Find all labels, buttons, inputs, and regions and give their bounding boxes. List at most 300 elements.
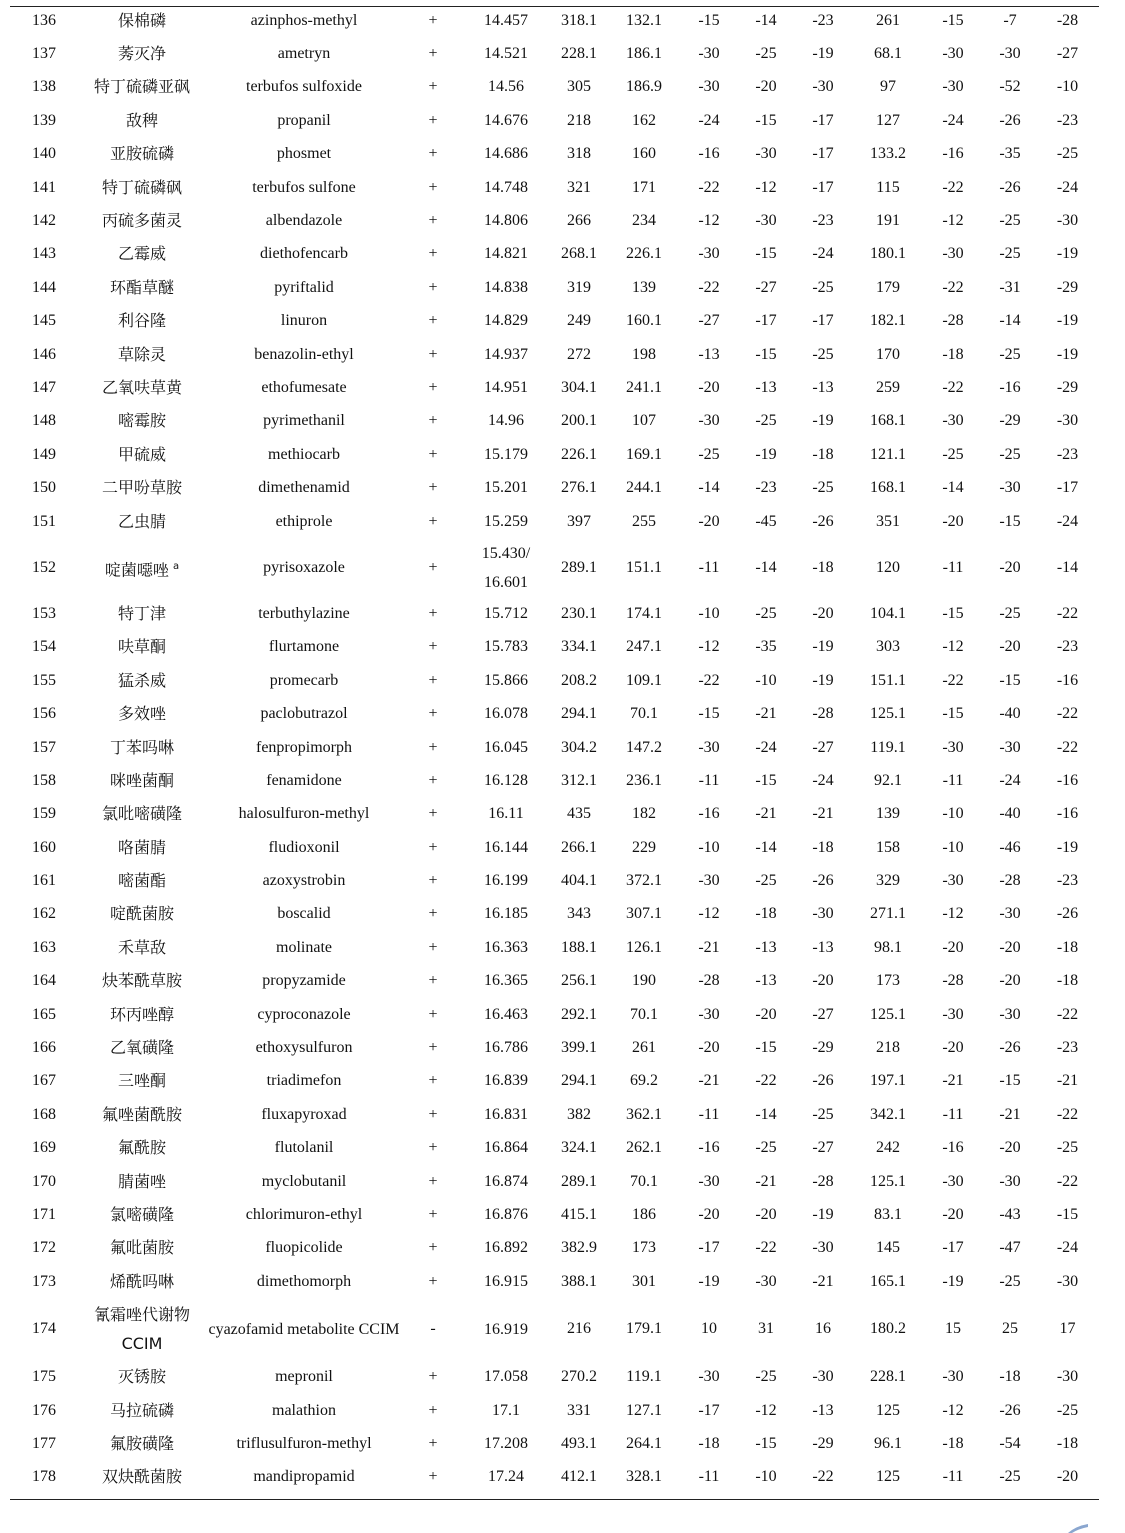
cell-ce-5: -25 bbox=[999, 445, 1021, 463]
cell-ce-4: -21 bbox=[942, 1072, 964, 1090]
cell-chinese-name: 乙氧磺隆 bbox=[109, 1038, 174, 1058]
cell-product-ion-2: 168.1 bbox=[870, 412, 906, 430]
cell-ce-6: -24 bbox=[1056, 512, 1079, 530]
cell-ce-1: -30 bbox=[698, 872, 720, 890]
cell-ce-5: -21 bbox=[999, 1105, 1021, 1123]
cell-retention-time: 16.915 bbox=[484, 1272, 528, 1290]
cell-retention-time: 15.866 bbox=[484, 671, 528, 689]
cell-row-number: 146 bbox=[32, 345, 56, 363]
cell-precursor-ion: 304.2 bbox=[561, 738, 597, 756]
cell-chinese-name: 三唑酮 bbox=[117, 1071, 166, 1091]
cell-precursor-ion: 331 bbox=[567, 1401, 591, 1419]
cell-english-name: fludioxonil bbox=[268, 838, 340, 856]
cell-precursor-ion: 415.1 bbox=[561, 1205, 597, 1223]
cell-ce-5: -20 bbox=[999, 1139, 1021, 1157]
cell-ce-4: -11 bbox=[942, 1468, 964, 1486]
table-bottom-rule bbox=[10, 1499, 1099, 1500]
cell-product-ion-1: 301 bbox=[632, 1272, 656, 1290]
cell-chinese-name: 特丁硫磷砜 bbox=[101, 177, 182, 197]
cell-row-number: 152 bbox=[32, 558, 56, 576]
cell-product-ion-1: 247.1 bbox=[626, 638, 662, 656]
cell-ce-2: -25 bbox=[755, 1368, 777, 1386]
cell-english-name: cyproconazole bbox=[257, 1005, 351, 1023]
cell-ce-6: -16 bbox=[1056, 671, 1079, 689]
cell-ce-5: -47 bbox=[999, 1239, 1021, 1257]
cell-chinese-name: 乙霉威 bbox=[117, 244, 166, 264]
cell-english-name: propyzamide bbox=[262, 972, 346, 990]
cell-ce-2: -25 bbox=[755, 1139, 777, 1157]
cell-ce-5: -20 bbox=[999, 638, 1021, 656]
cell-row-number: 145 bbox=[32, 312, 56, 330]
cell-ce-3: -17 bbox=[812, 111, 834, 129]
table-row bbox=[10, 731, 1099, 764]
cell-row-number: 159 bbox=[32, 805, 56, 823]
cell-ce-1: -22 bbox=[698, 178, 720, 196]
table-row bbox=[10, 1132, 1099, 1165]
cell-ce-5: -25 bbox=[999, 1468, 1021, 1486]
cell-product-ion-2: 83.1 bbox=[874, 1205, 902, 1223]
cell-ce-5: -54 bbox=[999, 1434, 1021, 1452]
cell-ce-1: -24 bbox=[698, 111, 720, 129]
cell-ce-1: 10 bbox=[701, 1320, 717, 1338]
cell-ce-5: -43 bbox=[999, 1205, 1021, 1223]
cell-ce-6: -23 bbox=[1056, 872, 1079, 890]
table-row bbox=[10, 1165, 1099, 1198]
cell-chinese-name: 腈菌唑 bbox=[117, 1171, 166, 1191]
cell-ce-6: -23 bbox=[1056, 111, 1079, 129]
cell-ce-6: -29 bbox=[1056, 378, 1079, 396]
cell-row-number: 162 bbox=[32, 905, 56, 923]
cell-ce-3: -24 bbox=[812, 771, 834, 789]
cell-row-number: 174 bbox=[32, 1320, 56, 1338]
cell-ce-1: -10 bbox=[698, 604, 720, 622]
cell-ce-6: -18 bbox=[1056, 972, 1079, 990]
cell-precursor-ion: 399.1 bbox=[561, 1039, 597, 1057]
cell-row-number: 168 bbox=[32, 1105, 56, 1123]
cell-product-ion-1: 70.1 bbox=[630, 1005, 658, 1023]
cell-ce-6: -19 bbox=[1056, 245, 1079, 263]
cell-english-name: terbuthylazine bbox=[258, 604, 350, 622]
cell-product-ion-1: 186.9 bbox=[626, 78, 662, 96]
cell-ce-2: -14 bbox=[755, 838, 777, 856]
cell-retention-time: 15.179 bbox=[484, 445, 528, 463]
cell-chinese-name: 氟胺磺隆 bbox=[109, 1433, 174, 1453]
table-row bbox=[10, 104, 1099, 137]
cell-ce-2: -19 bbox=[755, 445, 777, 463]
table-row bbox=[10, 138, 1099, 171]
cell-ce-2: -22 bbox=[755, 1239, 777, 1257]
cell-chinese-name: 咯菌腈 bbox=[117, 837, 166, 857]
cell-product-ion-1: 107 bbox=[632, 412, 656, 430]
cell-ce-5: -24 bbox=[999, 771, 1021, 789]
cell-product-ion-2: 158 bbox=[876, 838, 900, 856]
cell-ce-5: -15 bbox=[999, 512, 1021, 530]
cell-product-ion-2: 218 bbox=[876, 1039, 900, 1057]
cell-precursor-ion: 208.2 bbox=[561, 671, 597, 689]
cell-ce-3: -19 bbox=[812, 1205, 834, 1223]
cell-ce-1: -11 bbox=[698, 1105, 720, 1123]
table-row bbox=[10, 538, 1099, 597]
cell-chinese-name: 啶酰菌胺 bbox=[109, 904, 174, 924]
cell-product-ion-2: 139 bbox=[876, 805, 900, 823]
cell-retention-time: 16.463 bbox=[484, 1005, 528, 1023]
cell-product-ion-2: 197.1 bbox=[870, 1072, 906, 1090]
cell-ce-6: -30 bbox=[1056, 1368, 1079, 1386]
table-row bbox=[10, 1198, 1099, 1231]
cell-ce-4: -15 bbox=[942, 11, 964, 29]
cell-ce-5: -26 bbox=[999, 178, 1021, 196]
data-table bbox=[10, 4, 1099, 1494]
cell-english-name: cyazofamid metabolite CCIM bbox=[208, 1320, 400, 1338]
cell-english-name: pyrimethanil bbox=[263, 412, 345, 430]
cell-chinese-name: 乙虫腈 bbox=[117, 511, 166, 531]
cell-ce-1: -20 bbox=[698, 1039, 720, 1057]
cell-ce-6: -22 bbox=[1056, 1105, 1079, 1123]
cell-ce-4: -28 bbox=[942, 972, 964, 990]
cell-ce-4: -16 bbox=[942, 145, 964, 163]
cell-english-name: azinphos-methyl bbox=[250, 11, 358, 29]
cell-chinese-name: 炔苯酰草胺 bbox=[101, 971, 182, 991]
cell-precursor-ion: 294.1 bbox=[561, 1072, 597, 1090]
cell-precursor-ion: 289.1 bbox=[561, 558, 597, 576]
cell-ce-2: -25 bbox=[755, 872, 777, 890]
cell-precursor-ion: 256.1 bbox=[561, 972, 597, 990]
cell-product-ion-2: 151.1 bbox=[870, 671, 906, 689]
cell-precursor-ion: 304.1 bbox=[561, 378, 597, 396]
cell-ce-3: -27 bbox=[812, 738, 834, 756]
cell-ce-6: -16 bbox=[1056, 805, 1079, 823]
cell-ce-4: 15 bbox=[945, 1320, 961, 1338]
cell-chinese-name: 猛杀威 bbox=[117, 670, 166, 690]
cell-chinese-name: 环酯草醚 bbox=[109, 277, 174, 297]
cell-ce-2: -25 bbox=[755, 412, 777, 430]
cell-ce-3: -25 bbox=[812, 1105, 834, 1123]
cell-product-ion-1: 190 bbox=[632, 972, 656, 990]
cell-row-number: 169 bbox=[32, 1139, 56, 1157]
cell-ce-6: -25 bbox=[1056, 1401, 1079, 1419]
cell-english-name: triadimefon bbox=[266, 1072, 342, 1090]
cell-product-ion-1: 186.1 bbox=[626, 45, 662, 63]
cell-ce-5: -20 bbox=[999, 938, 1021, 956]
cell-ce-5: -30 bbox=[999, 1172, 1021, 1190]
cell-ion-mode: + bbox=[428, 1368, 438, 1386]
cell-ion-mode: + bbox=[428, 212, 438, 230]
cell-ion-mode: + bbox=[428, 479, 438, 497]
cell-row-number: 171 bbox=[32, 1205, 56, 1223]
cell-retention-time: 16.128 bbox=[484, 771, 528, 789]
cell-english-name: halosulfuron-methyl bbox=[238, 805, 370, 823]
cell-product-ion-1: 70.1 bbox=[630, 1172, 658, 1190]
cell-chinese-name: 氟酰胺 bbox=[117, 1138, 166, 1158]
cell-ion-mode: + bbox=[428, 1401, 438, 1419]
cell-retention-time: 15.259 bbox=[484, 512, 528, 530]
table-row bbox=[10, 764, 1099, 797]
cell-ce-4: -20 bbox=[942, 1039, 964, 1057]
table-row bbox=[10, 864, 1099, 897]
cell-ce-2: -10 bbox=[755, 1468, 777, 1486]
cell-row-number: 147 bbox=[32, 378, 56, 396]
corner-mark-icon bbox=[1066, 1524, 1088, 1533]
cell-product-ion-1: 160 bbox=[632, 145, 656, 163]
cell-precursor-ion: 382 bbox=[567, 1105, 591, 1123]
cell-ce-5: -25 bbox=[999, 604, 1021, 622]
cell-product-ion-1: 151.1 bbox=[626, 558, 662, 576]
cell-ce-1: -12 bbox=[698, 212, 720, 230]
cell-ce-6: -25 bbox=[1056, 145, 1079, 163]
cell-english-name: ethoxysulfuron bbox=[255, 1039, 353, 1057]
cell-chinese-name: 敌稗 bbox=[125, 110, 158, 130]
cell-ce-1: -20 bbox=[698, 378, 720, 396]
cell-ce-3: -30 bbox=[812, 78, 834, 96]
cell-precursor-ion: 272 bbox=[567, 345, 591, 363]
table-row bbox=[10, 697, 1099, 730]
cell-product-ion-1: 171 bbox=[632, 178, 656, 196]
cell-product-ion-1: 162 bbox=[632, 111, 656, 129]
cell-ce-4: -14 bbox=[942, 479, 964, 497]
cell-retention-time: 14.838 bbox=[484, 278, 528, 296]
cell-english-name: albendazole bbox=[265, 212, 343, 230]
cell-retention-time: 16.831 bbox=[484, 1105, 528, 1123]
cell-ce-3: 16 bbox=[815, 1320, 831, 1338]
cell-ce-3: -30 bbox=[812, 1239, 834, 1257]
cell-retention-time: 14.829 bbox=[484, 312, 528, 330]
table-row bbox=[10, 1065, 1099, 1098]
cell-english-name: triflusulfuron-methyl bbox=[236, 1434, 372, 1452]
cell-product-ion-1: 186 bbox=[632, 1205, 656, 1223]
cell-ce-3: -19 bbox=[812, 671, 834, 689]
table-row bbox=[10, 405, 1099, 438]
cell-chinese-name: 亚胺硫磷 bbox=[109, 144, 174, 164]
cell-row-number: 161 bbox=[32, 872, 56, 890]
cell-precursor-ion: 249 bbox=[567, 312, 591, 330]
cell-precursor-ion: 270.2 bbox=[561, 1368, 597, 1386]
cell-ce-5: -18 bbox=[999, 1368, 1021, 1386]
cell-ce-3: -22 bbox=[812, 1468, 834, 1486]
cell-product-ion-2: 191 bbox=[876, 212, 900, 230]
cell-ce-3: -26 bbox=[812, 512, 834, 530]
cell-product-ion-1: 160.1 bbox=[626, 312, 662, 330]
cell-ion-mode: + bbox=[428, 1105, 438, 1123]
cell-product-ion-1: 264.1 bbox=[626, 1434, 662, 1452]
cell-chinese-name: 马拉硫磷 bbox=[109, 1400, 174, 1420]
cell-ce-6: -28 bbox=[1056, 11, 1079, 29]
cell-ce-3: -28 bbox=[812, 705, 834, 723]
cell-ce-6: -19 bbox=[1056, 312, 1079, 330]
cell-product-ion-1: 198 bbox=[632, 345, 656, 363]
cell-ce-1: -22 bbox=[698, 278, 720, 296]
cell-ce-5: -20 bbox=[999, 972, 1021, 990]
cell-ion-mode: + bbox=[428, 671, 438, 689]
cell-ce-3: -23 bbox=[812, 212, 834, 230]
cell-chinese-name: 二甲吩草胺 bbox=[101, 478, 182, 498]
cell-product-ion-2: 125 bbox=[876, 1401, 900, 1419]
cell-ce-2: -20 bbox=[755, 1005, 777, 1023]
cell-precursor-ion: 321 bbox=[567, 178, 591, 196]
cell-retention-time: 17.1 bbox=[492, 1401, 520, 1419]
cell-product-ion-2: 68.1 bbox=[874, 45, 902, 63]
table-row bbox=[10, 597, 1099, 630]
cell-product-ion-2: 96.1 bbox=[874, 1434, 902, 1452]
cell-chinese-name: 啶菌噁唑 $^a$ bbox=[104, 559, 180, 579]
cell-ce-2: -45 bbox=[755, 512, 777, 530]
cell-english-name: fluopicolide bbox=[265, 1239, 343, 1257]
cell-ce-2: -24 bbox=[755, 738, 777, 756]
cell-retention-time: 16.874 bbox=[484, 1172, 528, 1190]
cell-ce-3: -19 bbox=[812, 412, 834, 430]
cell-english-name: fenpropimorph bbox=[256, 738, 352, 756]
table-row bbox=[10, 1427, 1099, 1460]
cell-ce-2: -21 bbox=[755, 705, 777, 723]
cell-ce-3: -23 bbox=[812, 11, 834, 29]
cell-precursor-ion: 200.1 bbox=[561, 412, 597, 430]
cell-retention-time: 14.748 bbox=[484, 178, 528, 196]
cell-ce-5: -25 bbox=[999, 245, 1021, 263]
cell-ion-mode: + bbox=[428, 145, 438, 163]
cell-retention-time: 14.96 bbox=[488, 412, 524, 430]
cell-english-name: ethofumesate bbox=[261, 378, 347, 396]
cell-product-ion-1: 372.1 bbox=[626, 872, 662, 890]
cell-product-ion-1: 126.1 bbox=[626, 938, 662, 956]
cell-ce-1: -20 bbox=[698, 1205, 720, 1223]
cell-product-ion-1: 139 bbox=[632, 278, 656, 296]
cell-row-number: 177 bbox=[32, 1434, 56, 1452]
cell-precursor-ion: 294.1 bbox=[561, 705, 597, 723]
cell-ce-6: -14 bbox=[1056, 558, 1079, 576]
cell-row-number: 178 bbox=[32, 1468, 56, 1486]
cell-english-name: myclobutanil bbox=[261, 1172, 347, 1190]
cell-ce-5: -26 bbox=[999, 1401, 1021, 1419]
cell-product-ion-1: 173 bbox=[632, 1239, 656, 1257]
cell-precursor-ion: 493.1 bbox=[561, 1434, 597, 1452]
cell-ce-4: -30 bbox=[942, 45, 964, 63]
cell-ce-2: -15 bbox=[755, 245, 777, 263]
cell-retention-time: 16.786 bbox=[484, 1039, 528, 1057]
cell-ce-3: -19 bbox=[812, 638, 834, 656]
cell-product-ion-2: 98.1 bbox=[874, 938, 902, 956]
cell-chinese-name: 嘧菌酯 bbox=[117, 871, 166, 891]
cell-chinese-name: 咪唑菌酮 bbox=[109, 770, 174, 790]
cell-ce-4: -12 bbox=[942, 212, 964, 230]
cell-row-number: 158 bbox=[32, 771, 56, 789]
cell-ce-4: -11 bbox=[942, 558, 964, 576]
cell-ce-2: -22 bbox=[755, 1072, 777, 1090]
cell-retention-time: 16.876 bbox=[484, 1205, 528, 1223]
cell-row-number: 153 bbox=[32, 604, 56, 622]
cell-ion-mode: + bbox=[428, 412, 438, 430]
cell-precursor-ion: 268.1 bbox=[561, 245, 597, 263]
cell-ion-mode: + bbox=[428, 45, 438, 63]
cell-ce-6: -22 bbox=[1056, 1172, 1079, 1190]
cell-chinese-name: 特丁津 bbox=[117, 603, 166, 623]
cell-row-number: 165 bbox=[32, 1005, 56, 1023]
cell-retention-time: 17.208 bbox=[484, 1434, 528, 1452]
cell-ce-4: -11 bbox=[942, 771, 964, 789]
cell-chinese-name: 烯酰吗啉 bbox=[109, 1271, 174, 1291]
table-row bbox=[10, 1098, 1099, 1131]
cell-ce-4: -10 bbox=[942, 805, 964, 823]
cell-ce-3: -17 bbox=[812, 178, 834, 196]
table-row bbox=[10, 998, 1099, 1031]
cell-ce-6: 17 bbox=[1059, 1320, 1076, 1338]
cell-row-number: 167 bbox=[32, 1072, 56, 1090]
cell-row-number: 137 bbox=[32, 45, 56, 63]
table-row bbox=[10, 338, 1099, 371]
cell-ce-4: -20 bbox=[942, 1205, 964, 1223]
cell-precursor-ion: 292.1 bbox=[561, 1005, 597, 1023]
cell-product-ion-2: 145 bbox=[876, 1239, 900, 1257]
cell-ce-2: -18 bbox=[755, 905, 777, 923]
cell-ce-1: -28 bbox=[698, 972, 720, 990]
cell-precursor-ion: 435 bbox=[567, 805, 591, 823]
cell-ion-mode: + bbox=[428, 245, 438, 263]
cell-chinese-name: 多效唑 bbox=[117, 704, 166, 724]
cell-product-ion-2: 242 bbox=[876, 1139, 900, 1157]
cell-ce-5: -52 bbox=[999, 78, 1021, 96]
cell-ce-3: -20 bbox=[812, 604, 834, 622]
cell-ion-mode: + bbox=[428, 872, 438, 890]
cell-row-number: 143 bbox=[32, 245, 56, 263]
cell-ce-2: -23 bbox=[755, 479, 777, 497]
cell-product-ion-1: 69.2 bbox=[630, 1072, 658, 1090]
cell-ce-3: -13 bbox=[812, 938, 834, 956]
cell-ce-5: -26 bbox=[999, 111, 1021, 129]
cell-product-ion-2: 180.2 bbox=[870, 1320, 906, 1338]
cell-ce-2: -12 bbox=[755, 178, 777, 196]
cell-chinese-name: 利谷隆 bbox=[117, 311, 166, 331]
cell-ce-1: -30 bbox=[698, 78, 720, 96]
table-row bbox=[10, 471, 1099, 504]
cell-ce-4: -30 bbox=[942, 738, 964, 756]
cell-ce-5: -7 bbox=[1003, 11, 1017, 29]
cell-chinese-name: 嘧霉胺 bbox=[117, 411, 166, 431]
cell-ce-6: -25 bbox=[1056, 1139, 1079, 1157]
cell-english-name: benazolin-ethyl bbox=[254, 345, 354, 363]
cell-row-number: 149 bbox=[32, 445, 56, 463]
cell-ion-mode: + bbox=[428, 972, 438, 990]
table-row bbox=[10, 171, 1099, 204]
cell-product-ion-2: 329 bbox=[876, 872, 900, 890]
cell-ce-3: -17 bbox=[812, 145, 834, 163]
cell-ce-3: -26 bbox=[812, 872, 834, 890]
cell-ce-1: -15 bbox=[698, 11, 720, 29]
table-row bbox=[10, 664, 1099, 697]
cell-chinese-name: 特丁硫磷亚砜 bbox=[93, 77, 190, 97]
cell-ce-5: -30 bbox=[999, 479, 1021, 497]
cell-product-ion-1: 109.1 bbox=[626, 671, 662, 689]
cell-retention-time: 16.078 bbox=[484, 705, 528, 723]
cell-retention-time: 16.199 bbox=[484, 872, 528, 890]
cell-ce-3: -25 bbox=[812, 345, 834, 363]
cell-english-name: fenamidone bbox=[266, 771, 342, 789]
table-row bbox=[10, 798, 1099, 831]
cell-retention-time: 15.430/ 16.601 bbox=[481, 544, 531, 591]
cell-row-number: 160 bbox=[32, 838, 56, 856]
table-row bbox=[10, 1360, 1099, 1393]
cell-ce-3: -29 bbox=[812, 1039, 834, 1057]
cell-ce-4: -16 bbox=[942, 1139, 964, 1157]
footnote-marker: a bbox=[172, 560, 180, 572]
cell-ion-mode: + bbox=[428, 604, 438, 622]
cell-ce-3: -27 bbox=[812, 1005, 834, 1023]
cell-precursor-ion: 289.1 bbox=[561, 1172, 597, 1190]
cell-english-name: terbufos sulfone bbox=[252, 178, 356, 196]
cell-ce-3: -17 bbox=[812, 312, 834, 330]
cell-retention-time: 14.521 bbox=[484, 45, 528, 63]
cell-product-ion-2: 133.2 bbox=[870, 145, 906, 163]
cell-ce-3: -18 bbox=[812, 838, 834, 856]
cell-chinese-name: 呋草酮 bbox=[117, 637, 166, 657]
cell-product-ion-1: 307.1 bbox=[626, 905, 662, 923]
